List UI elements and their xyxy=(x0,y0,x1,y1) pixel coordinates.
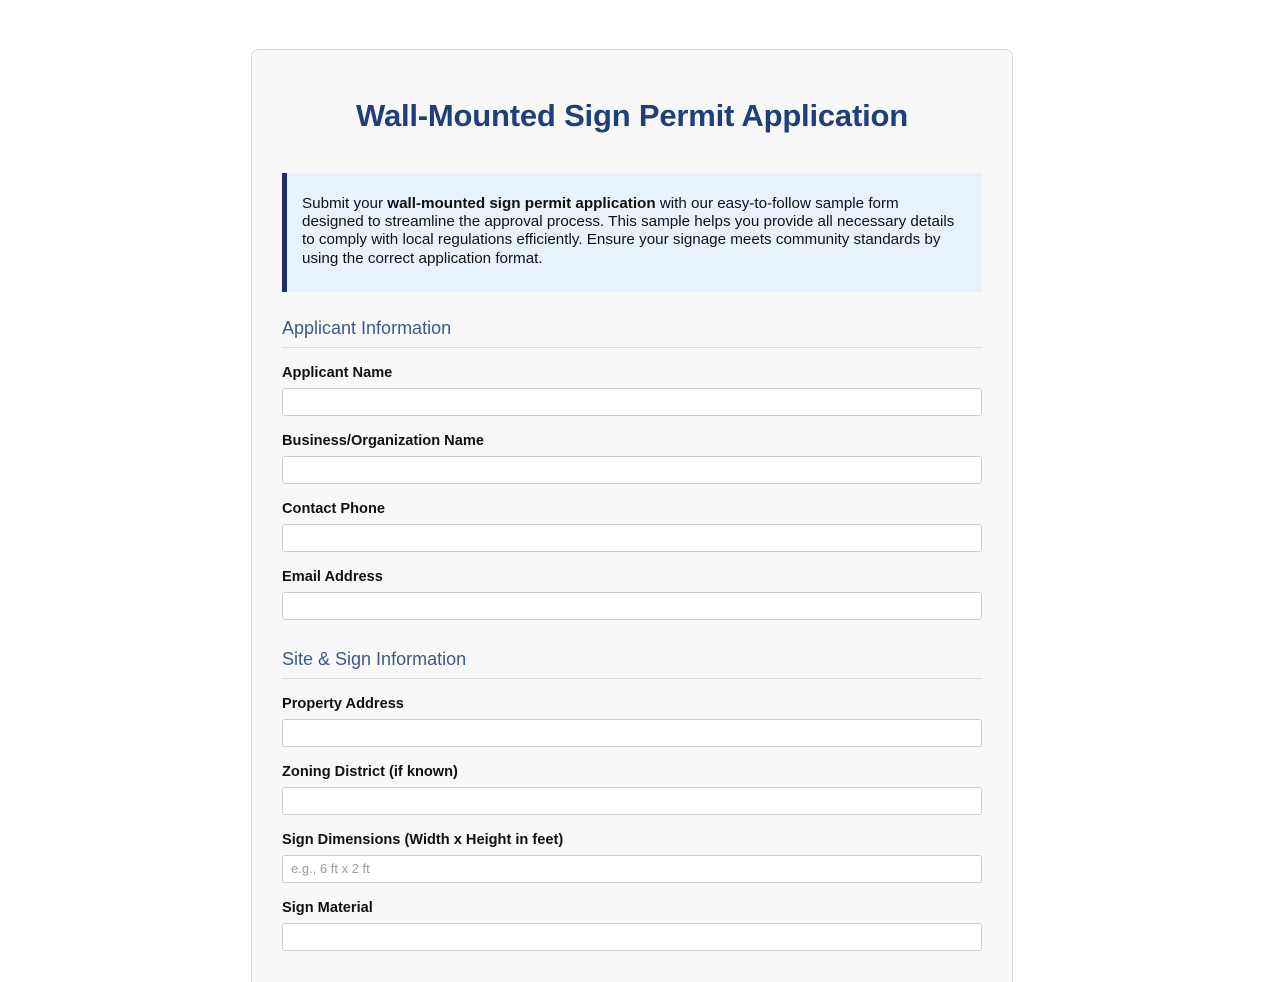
form-sections xyxy=(282,318,982,951)
form-field-contact-phone xyxy=(282,501,982,552)
field-label: Email Address xyxy=(282,568,383,585)
form-card xyxy=(251,49,1013,982)
email-address-input[interactable] xyxy=(282,592,982,620)
form-field-zoning-district-if-known xyxy=(282,764,982,815)
field-label: Sign Material xyxy=(282,899,373,916)
form-field-property-address xyxy=(282,696,982,747)
intro-text xyxy=(302,195,962,268)
business-organization-name-input[interactable] xyxy=(282,456,982,484)
sign-dimensions-width-x-height-in-feet-input[interactable] xyxy=(282,855,982,883)
form-field-sign-material xyxy=(282,900,982,951)
contact-phone-input[interactable] xyxy=(282,524,982,552)
form-field-business-organization-name xyxy=(282,433,982,484)
field-label: Business/Organization Name xyxy=(282,432,484,449)
field-label: Contact Phone xyxy=(282,500,385,517)
field-label: Sign Dimensions (Width x Height in feet) xyxy=(282,831,564,848)
form-section-applicant-information xyxy=(282,318,982,620)
intro-callout xyxy=(282,173,982,292)
intro-rest: with our easy-to-follow sample form designed to streamline the approval process. This sample helps you provide all necessary details to comply with local regulations efficiently. Ensure your signage meets community standards by using the correct application format. xyxy=(302,195,955,267)
field-label: Property Address xyxy=(282,695,404,712)
sign-material-input[interactable] xyxy=(282,923,982,951)
property-address-input[interactable] xyxy=(282,719,982,747)
page-title: Wall-Mounted Sign Permit Application xyxy=(356,98,908,133)
section-heading: Applicant Information xyxy=(282,318,982,348)
applicant-name-input[interactable] xyxy=(282,388,982,416)
zoning-district-if-known-input[interactable] xyxy=(282,787,982,815)
field-label: Applicant Name xyxy=(282,364,393,381)
section-heading: Site & Sign Information xyxy=(282,649,982,679)
form-field-sign-dimensions-width-x-height-in-feet xyxy=(282,832,982,883)
form-field-email-address xyxy=(282,569,982,620)
form-field-applicant-name xyxy=(282,365,982,416)
form-section-site-sign-information xyxy=(282,649,982,951)
field-label: Zoning District (if known) xyxy=(282,763,458,780)
intro-bold-phrase: wall-mounted sign permit application xyxy=(387,195,656,212)
intro-lead: Submit your xyxy=(302,195,388,212)
